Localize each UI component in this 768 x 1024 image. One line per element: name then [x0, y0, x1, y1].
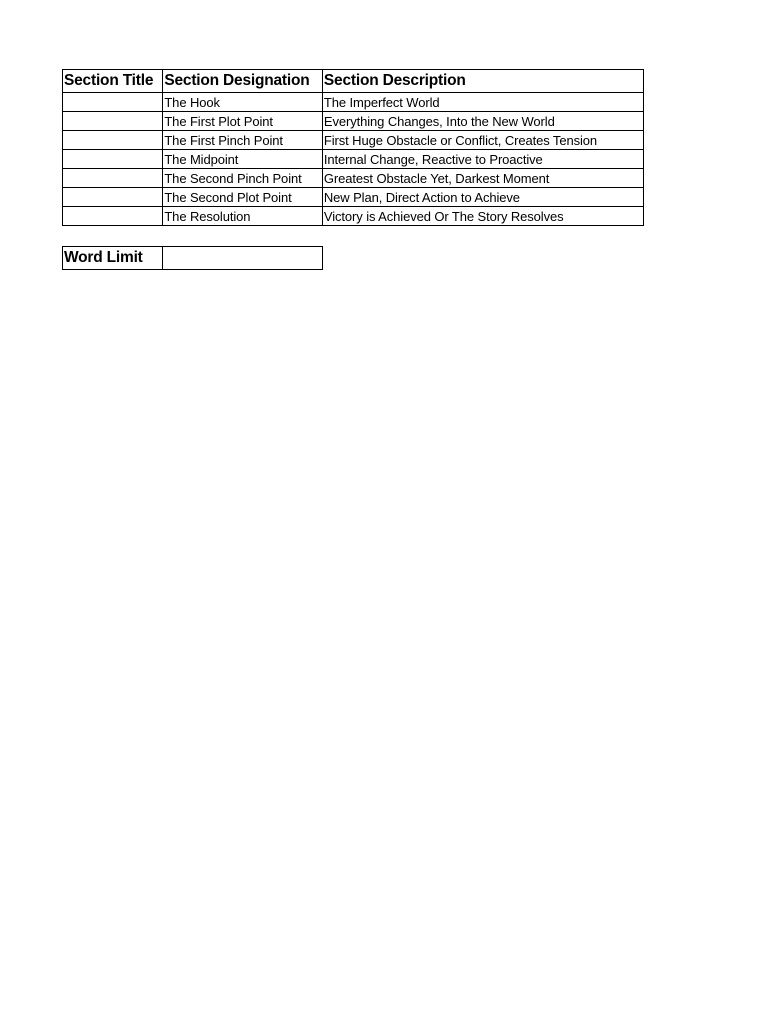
table-row: [63, 150, 644, 169]
section-description-cell[interactable]: Victory is Achieved Or The Story Resolves: [322, 207, 643, 226]
table-row: [63, 112, 644, 131]
word-limit-row: [63, 247, 323, 270]
section-designation-cell[interactable]: The Resolution: [163, 207, 323, 226]
section-designation-cell[interactable]: The First Pinch Point: [163, 131, 323, 150]
section-description-cell[interactable]: The Imperfect World: [322, 93, 643, 112]
section-title-cell[interactable]: [63, 150, 163, 169]
section-description-cell[interactable]: Greatest Obstacle Yet, Darkest Moment: [322, 169, 643, 188]
section-description-cell[interactable]: Everything Changes, Into the New World: [322, 112, 643, 131]
section-description-cell[interactable]: New Plan, Direct Action to Achieve: [322, 188, 643, 207]
section-title-cell[interactable]: [63, 188, 163, 207]
header-row: [63, 70, 644, 93]
section-designation-cell[interactable]: The Midpoint: [163, 150, 323, 169]
section-designation-cell[interactable]: The Second Pinch Point: [163, 169, 323, 188]
table-row: [63, 93, 644, 112]
section-title-cell[interactable]: [63, 93, 163, 112]
section-title-cell[interactable]: [63, 169, 163, 188]
story-outline-table: [62, 69, 644, 226]
section-title-cell[interactable]: [63, 207, 163, 226]
table-row: [63, 131, 644, 150]
header-section-description: Section Description: [322, 70, 643, 93]
section-designation-cell[interactable]: The Second Plot Point: [163, 188, 323, 207]
table-row: [63, 188, 644, 207]
header-section-title: Section Title: [63, 70, 163, 93]
section-description-cell[interactable]: Internal Change, Reactive to Proactive: [322, 150, 643, 169]
section-designation-cell[interactable]: The First Plot Point: [163, 112, 323, 131]
word-limit-table: [62, 246, 323, 270]
section-title-cell[interactable]: [63, 112, 163, 131]
table-row: [63, 207, 644, 226]
section-designation-cell[interactable]: The Hook: [163, 93, 323, 112]
section-title-cell[interactable]: [63, 131, 163, 150]
word-limit-value-cell[interactable]: [163, 247, 323, 270]
word-limit-label: Word Limit: [63, 247, 163, 270]
table-row: [63, 169, 644, 188]
section-description-cell[interactable]: First Huge Obstacle or Conflict, Creates Tension: [322, 131, 643, 150]
header-section-designation: Section Designation: [163, 70, 323, 93]
